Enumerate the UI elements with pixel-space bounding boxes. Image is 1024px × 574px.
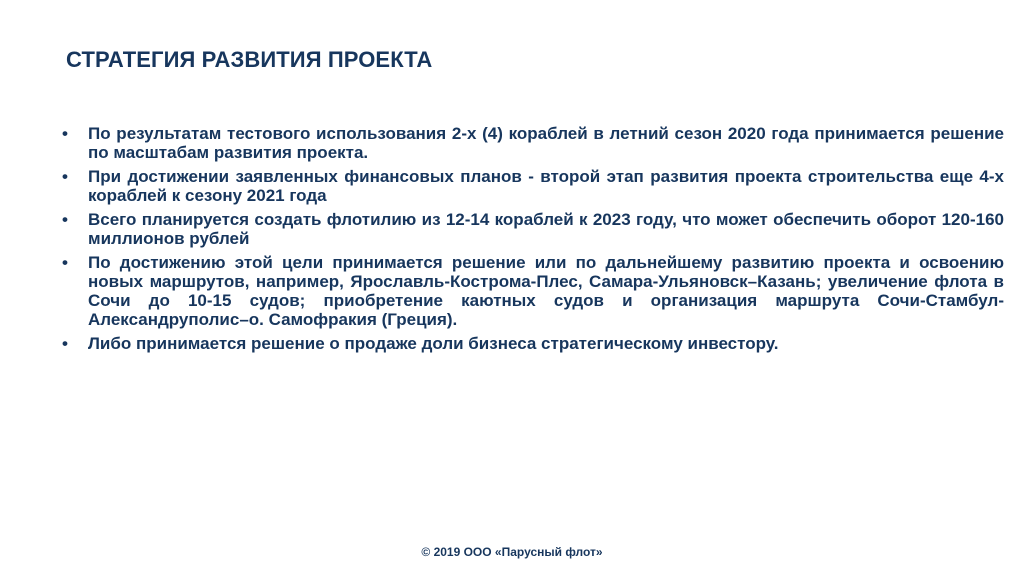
slide-title: СТРАТЕГИЯ РАЗВИТИЯ ПРОЕКТА bbox=[66, 47, 433, 72]
bullet-list bbox=[62, 124, 1004, 358]
bullet-icon: • bbox=[62, 210, 68, 229]
list-item bbox=[62, 210, 1004, 248]
list-item bbox=[62, 253, 1004, 329]
bullet-text: Всего планируется создать флотилию из 12-14 кораблей к 2023 году, что может обеспечить оборот 120-160 миллионов рублей bbox=[88, 210, 1004, 248]
bullet-text: При достижении заявленных финансовых планов - второй этап развития проекта строительства еще 4-х кораблей к сезону 2021 года bbox=[88, 167, 1004, 205]
bullet-icon: • bbox=[62, 167, 68, 186]
footer-copyright: © 2019 ООО «Парусный флот» bbox=[421, 545, 603, 559]
list-item bbox=[62, 167, 1004, 205]
bullet-icon: • bbox=[62, 253, 68, 272]
bullet-text: Либо принимается решение о продаже доли бизнеса стратегическому инвестору. bbox=[88, 334, 779, 353]
bullet-icon: • bbox=[62, 124, 68, 143]
bullet-text: По результатам тестового использования 2-х (4) кораблей в летний сезон 2020 года принимается решение по масштабам развития проекта. bbox=[88, 124, 1004, 162]
list-item bbox=[62, 334, 1004, 353]
list-item bbox=[62, 124, 1004, 162]
bullet-text: По достижению этой цели принимается решение или по дальнейшему развитию проекта и освоению новых маршрутов, например, Ярославль-Кострома-Плес, Самара-Ульяновск–Казань; увеличение флота в Сочи до 10-15 судов; приобретение каютных судов и организация маршрута Сочи-Стамбул-Александруполис–о. Самофракия (Греция). bbox=[88, 253, 1004, 329]
bullet-icon: • bbox=[62, 334, 68, 353]
